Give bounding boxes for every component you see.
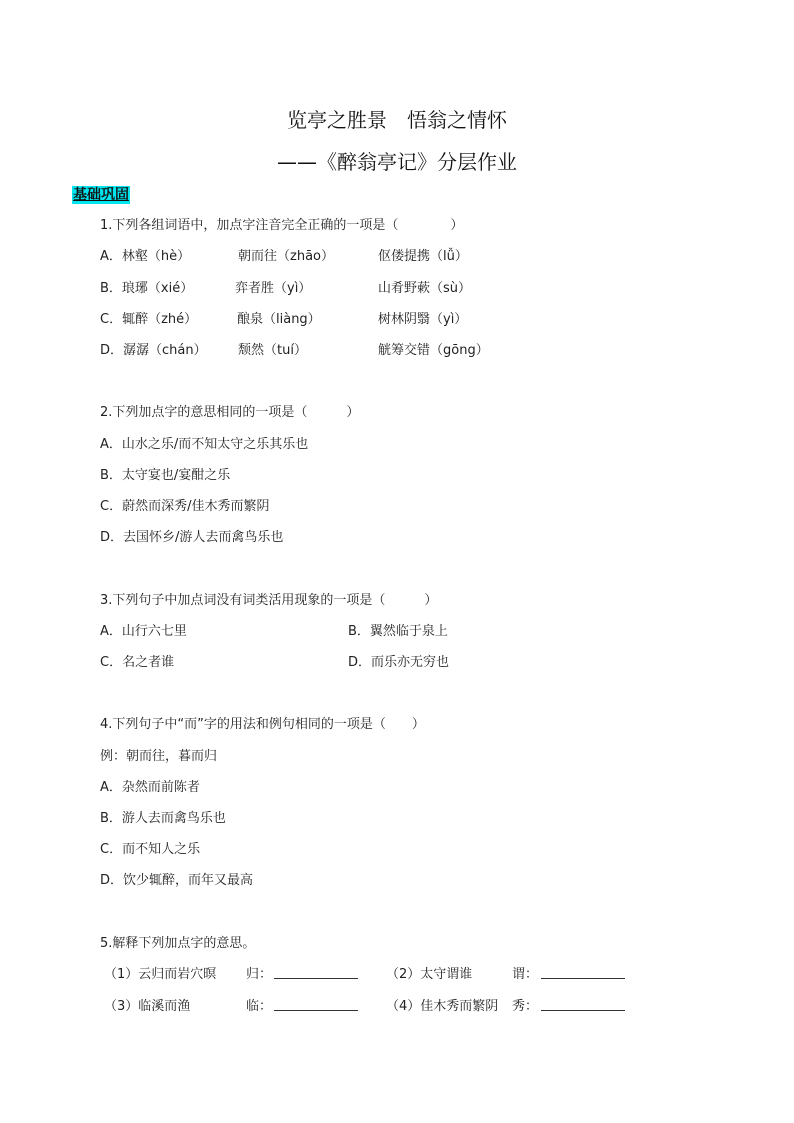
q2-option-d: D．去国怀乡/游人去而禽鸟乐也 (100, 530, 284, 545)
q4-option-d: D．饮少辄醉，而年又最高 (100, 873, 254, 888)
q1-option-b-2: 弈者胜（yì） (235, 281, 312, 296)
q1-option-b-3: 山肴野蔌（sù） (378, 281, 472, 296)
q3-option-a: A．山行六七里 (100, 624, 187, 639)
q1-option-c-2: 酿泉（liàng） (237, 312, 321, 327)
q5-item-2-sentence: （2）太守谓谁 (386, 967, 473, 982)
q2-option-c: C．蔚然而深秀/佳木秀而繁阴 (100, 499, 270, 514)
section-tag: 基础巩固 (73, 187, 129, 203)
q3-option-c: C．名之者谁 (100, 655, 175, 670)
q3-stem: 3.下列句子中加点词没有词类活用现象的一项是（ ） (100, 593, 438, 608)
q2-stem: 2.下列加点字的意思相同的一项是（ ） (100, 405, 360, 420)
q1-option-d-2: 颓然（tuí） (238, 343, 307, 358)
q1-option-d-3: 觥筹交错（gōng） (378, 343, 489, 358)
q1-option-a-2: 朝而往（zhāo） (238, 249, 334, 264)
q1-option-a-3: 伛偻提携（lǚ） (378, 249, 468, 264)
q4-option-c: C．而不知人之乐 (100, 842, 201, 857)
q4-example: 例：朝而往，暮而归 (100, 749, 218, 764)
q1-stem: 1.下列各组词语中，加点字注音完全正确的一项是（ ） (100, 218, 464, 233)
q2-option-b: B．太守宴也/宴酣之乐 (100, 468, 231, 483)
q5-item-3-label: 临： (246, 999, 273, 1014)
q5-item-2-label: 谓： (512, 967, 539, 982)
q4-option-b: B．游人去而禽鸟乐也 (100, 811, 226, 826)
page-subtitle: ——《醉翁亭记》分层作业 (277, 150, 517, 174)
q5-item-2-answer[interactable] (541, 966, 625, 985)
q3-option-b: B．翼然临于泉上 (348, 624, 448, 639)
q5-item-3-answer[interactable] (274, 998, 358, 1017)
q5-item-1-label: 归： (246, 967, 273, 982)
page-title: 览亭之胜景 悟翁之情怀 (287, 108, 507, 132)
q3-option-d: D．而乐亦无穷也 (348, 655, 450, 670)
q2-option-a: A．山水之乐/而不知太守之乐其乐也 (100, 437, 309, 452)
q5-item-4-label: 秀： (512, 999, 539, 1014)
q4-stem: 4.下列句子中“而”字的用法和例句相同的一项是（ ） (100, 717, 425, 732)
q4-option-a: A．杂然而前陈者 (100, 780, 200, 795)
q1-option-c: C．辄醉（zhé） (100, 312, 198, 327)
q1-option-d: D．潺潺（chán） (100, 343, 207, 358)
q5-item-1-answer[interactable] (274, 966, 358, 985)
q5-item-3-sentence: （3）临溪而渔 (104, 999, 191, 1014)
q5-item-1-sentence: （1）云归而岩穴暝 (104, 967, 217, 982)
q1-option-b: B．琅琊（xié） (100, 281, 194, 296)
q1-option-a: A．林壑（hè） (100, 249, 191, 264)
q5-item-4-sentence: （4）佳木秀而繁阴 (386, 999, 499, 1014)
q1-option-c-3: 树林阴翳（yì） (378, 312, 468, 327)
q5-stem: 5.解释下列加点字的意思。 (100, 936, 256, 951)
q5-item-4-answer[interactable] (541, 998, 625, 1017)
